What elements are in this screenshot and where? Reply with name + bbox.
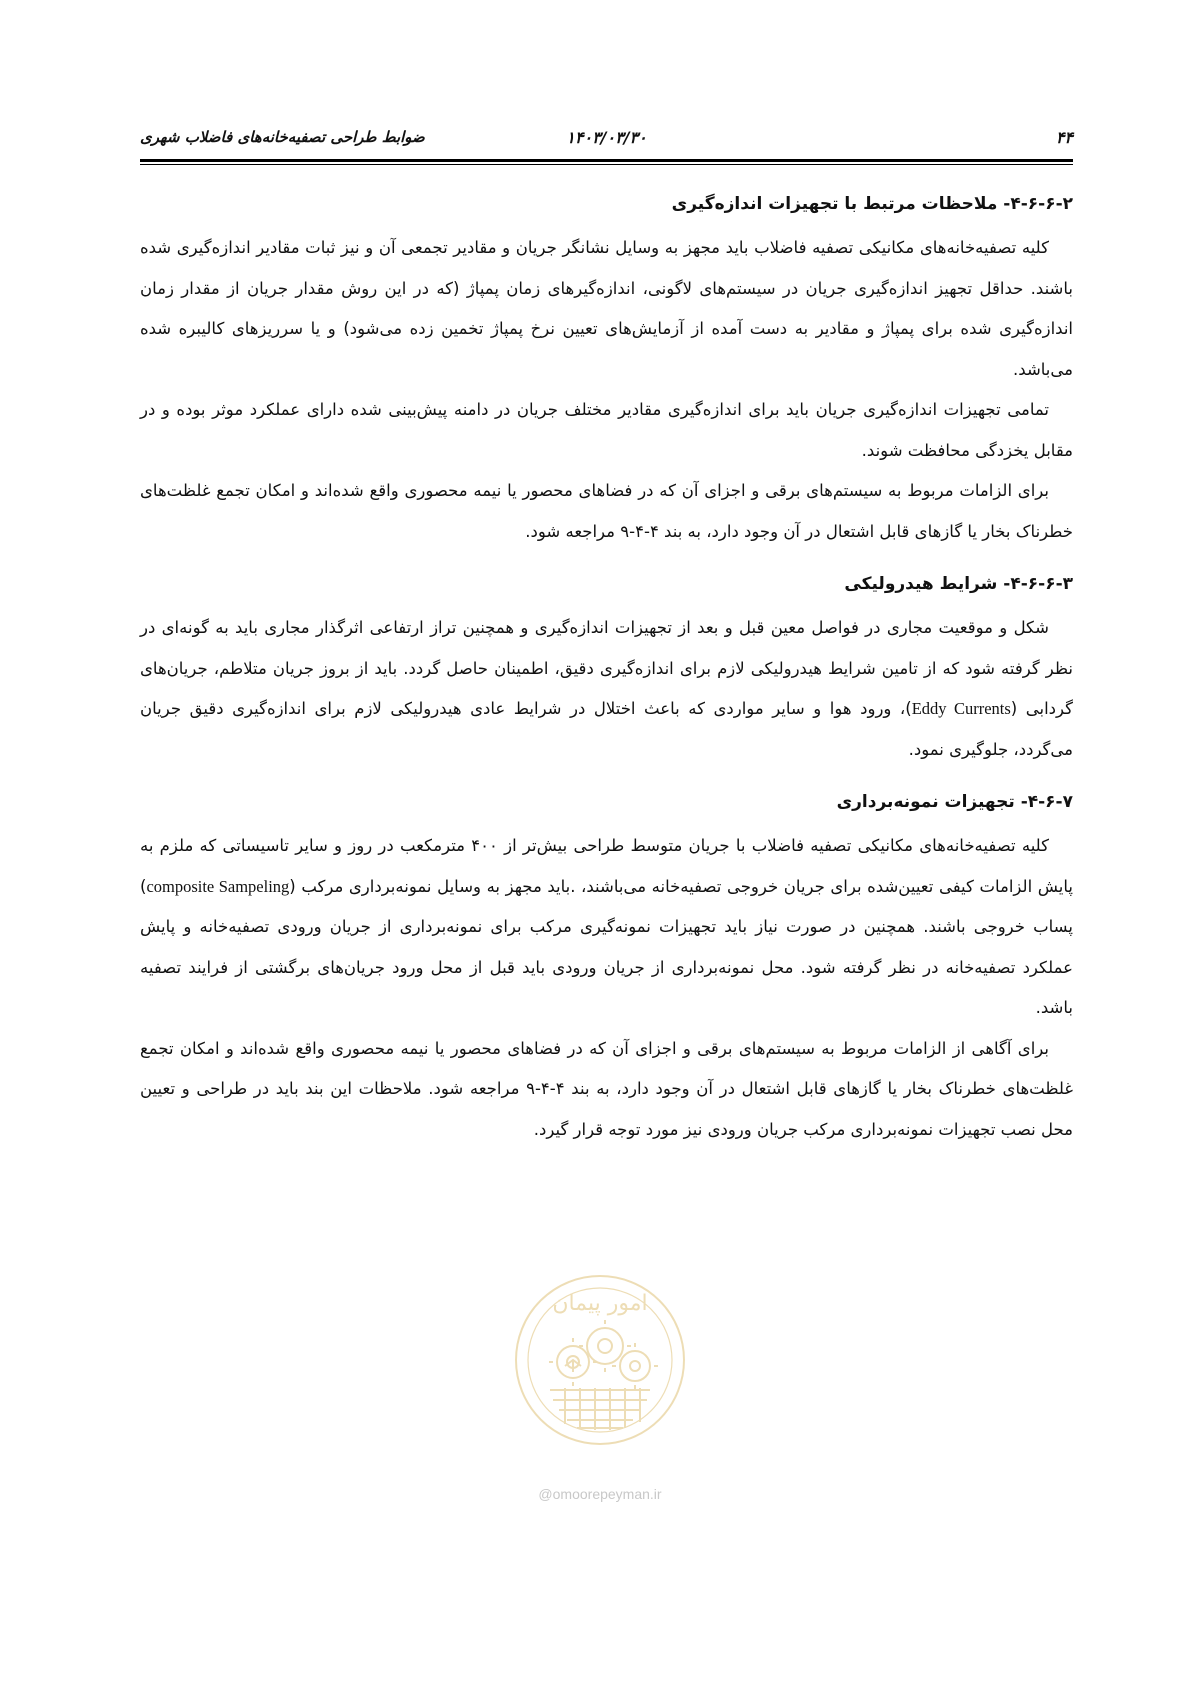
watermark-url: @omoorepeyman.ir	[538, 1486, 662, 1502]
latin-term: composite Sampeling	[146, 876, 290, 896]
document-title: ضوابط طراحی تصفیه‌خانه‌های فاضلاب شهری	[140, 128, 425, 146]
paragraph: برای الزامات مربوط به سیستم‌های برقی و اجزای آن که در فضاهای محصور یا نیمه محصوری واقع شده‌اند و امکان تجمع غلظت‌های خطرناک بخار یا گازهای قابل اشتعال در آن وجود دارد، به بند ۴-۴-۹ مراجعه شود.	[140, 481, 1073, 541]
watermark-seal-icon	[505, 1270, 695, 1450]
paragraph	[140, 608, 1073, 770]
paragraph: برای آگاهی از الزامات مربوط به سیستم‌های برقی و اجزای آن که در فضاهای محصور یا نیمه محصوری واقع شده‌اند و امکان تجمع غلظت‌های خطرناک بخار یا گازهای قابل اشتعال در آن وجود دارد، به بند ۴-۴-۹ مراجعه شود. ملاحظات این بند باید در طراحی و تعیین محل نصب تجهیزات نمونه‌برداری مرکب جریان ورودی نیز مورد توجه قرار گیرد.	[140, 1038, 1073, 1139]
seal-text: امور پیمان	[552, 1291, 648, 1316]
paragraph-text: ) پساب خروجی باشند. همچنین در صورت نیاز باید تجهیزات نمونه‌گیری مرکب برای نمونه‌برداری از جریان ورودی تصفیه‌خانه و پایش عملکرد تصفیه‌خانه در نظر گرفته شود. محل نمونه‌برداری از جریان ورودی باید قبل از محل ورود جریان‌های برگشتی از فرایند تصفیه باشد.	[140, 876, 1073, 1017]
paragraph-text: شکل و موقعیت مجاری در فواصل معین قبل و بعد از تجهیزات اندازه‌گیری و همچنین تراز ارتفاعی اثرگذار مجاری باید به گونه‌ای در نظر گرفته شود که از تامین شرایط هیدرولیکی لازم برای اندازه‌گیری دقیق، اطمینان حاصل گردد. باید از بروز جریان متلاطم، جریان‌های گردابی (	[140, 618, 1073, 718]
header-rule-thin	[140, 164, 1073, 165]
section-heading: ۴-۶-۶-۳- شرایط هیدرولیکی	[844, 574, 1073, 594]
header-date: ۱۴۰۳/۰۳/۳۰	[566, 128, 647, 147]
latin-term: Eddy Currents	[911, 699, 1011, 718]
paragraph: کلیه تصفیه‌خانه‌های مکانیکی تصفیه فاضلاب باید مجهز به وسایل نشانگر جریان و مقادیر تجمعی آن و نیز ثبات مقادیر اندازه‌گیری شده باشند. حداقل تجهیز اندازه‌گیری جریان در سیستم‌های لاگونی، اندازه‌گیرهای زمان پمپاژ (که در این روش مقدار جریان از مقدار زمان اندازه‌گیری شده برای پمپاژ و مقادیر به دست آمده از آزمایش‌های تعیین نرخ پمپاژ تخمین زده می‌شود) و یا سرریزهای کالیبره شده می‌باشد.	[140, 238, 1073, 379]
paragraph-text: )، ورود هوا و سایر مواردی که باعث اختلال در شرایط عادی هیدرولیکی لازم برای اندازه‌گیری دقیق جریان می‌گردد، جلوگیری نمود.	[140, 699, 1073, 759]
running-header	[140, 128, 1073, 154]
page-number: ۴۴	[1055, 128, 1073, 147]
paragraph	[140, 826, 1073, 1029]
paragraph-text: کلیه تصفیه‌خانه‌های مکانیکی تصفیه فاضلاب با جریان متوسط طراحی بیش‌تر از ۴۰۰ مترمکعب در روز و سایر تاسیساتی که ملزم به پایش الزامات کیفی تعیین‌شده برای جریان خروجی تصفیه‌خانه می‌باشند، .باید مجهز به وسایل نمونه‌برداری مرکب (	[140, 836, 1073, 896]
section-heading: ۴-۶-۶-۲- ملاحظات مرتبط با تجهیزات اندازه‌گیری	[671, 194, 1073, 214]
section-heading: ۴-۶-۷- تجهیزات نمونه‌برداری	[836, 792, 1073, 812]
document-body	[140, 186, 1073, 1150]
header-rule	[140, 159, 1073, 162]
paragraph: تمامی تجهیزات اندازه‌گیری جریان باید برای اندازه‌گیری مقادیر مختلف جریان در دامنه پیش‌بینی شده دارای عملکرد موثر بوده و در مقابل یخزدگی محافظت شوند.	[140, 400, 1073, 460]
